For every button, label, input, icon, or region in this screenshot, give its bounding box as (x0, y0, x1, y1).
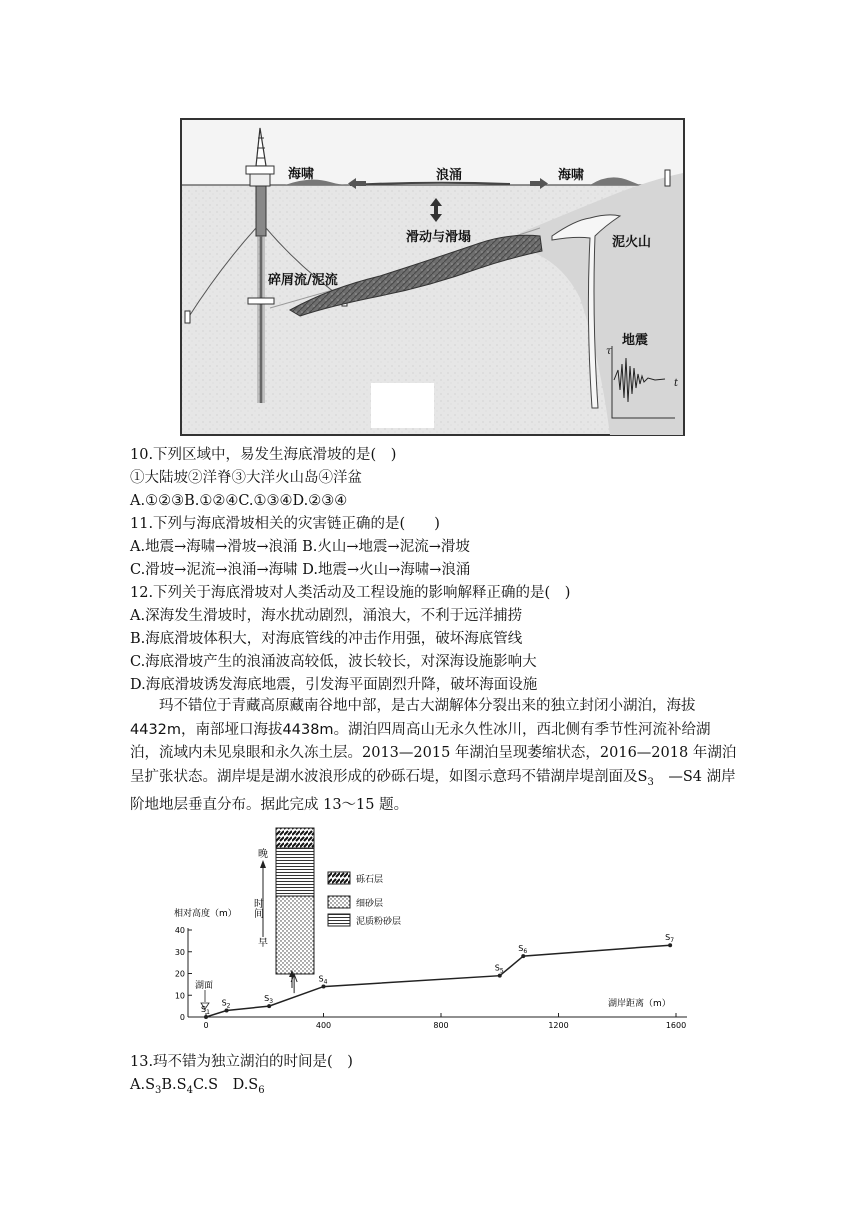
profile-point-label: $S_2$ (221, 998, 231, 1010)
x-tick-label: 0 (203, 1021, 209, 1030)
slide-label: 滑动与滑塌 (406, 230, 472, 245)
lake-shore-profile-chart (172, 824, 692, 1036)
profile-point-label: $S_5$ (494, 963, 504, 975)
passage: 玛不错位于青藏高原藏南谷地中部，是古大湖解体分裂出来的独立封闭小湖泊，海拔4432m，南部垭口海拔4438m。湖泊四周高山无永久性冰川，西北侧有季节性河流补给湖泊，流域内未见泉眼和永久冻土层。2013—2015 年湖泊呈现萎缩状态，2016—2018 年湖泊呈扩张状态。湖岸堤是湖水波浪形成的砂砾石堤，如图示意玛不错湖岸堤剖面及$S_3$ —S4 湖岸阶地地层垂直分布。据此完成 13～15 题。 (130, 698, 737, 813)
q11-options-1: A.地震→海啸→滑坡→浪涌 B.火山→地震→泥流→滑坡 (130, 539, 470, 555)
y-tick-label: 10 (174, 991, 185, 1001)
surge-label: 浪涌 (436, 168, 463, 183)
x-tick-label: 1200 (548, 1021, 569, 1030)
x-tick-label: 400 (315, 1021, 332, 1030)
profile-point-label: $S_3$ (264, 994, 274, 1006)
debris-flow-label: 碎屑流/泥流 (268, 273, 338, 288)
x-tick-label: 1600 (665, 1021, 687, 1030)
q12-option-a: A.深海发生滑坡时，海水扰动剧烈，涌浪大，不利于远洋捕捞 (130, 608, 523, 624)
q12-option-d: D.海底滑坡诱发海底地震，引发海平面剧烈升降，破坏海面设施 (130, 677, 538, 693)
submarine-landslide-diagram (180, 118, 685, 436)
q12-stem: 12.下列关于海底滑坡对人类活动及工程设施的影响解释正确的是( ) (130, 585, 571, 601)
y-tick-label: 40 (174, 926, 185, 935)
q12-option-c: C.海底滑坡产生的浪涌波高较低，波长较长，对深海设施影响大 (130, 654, 537, 670)
elevation-1: 4432m (130, 721, 182, 738)
y-tick-label: 0 (179, 1013, 185, 1022)
q10-options: A.①②③B.①②④C.①③④D.②③④ (130, 493, 348, 509)
q10-items: ①大陆坡②洋脊③大洋火山岛④洋盆 (130, 470, 362, 486)
column-time-label: 时间 (251, 898, 263, 918)
q13-stem: 13.玛不错为独立湖泊的时间是( ) (130, 1054, 353, 1070)
profile-point-label: $S_7$ (665, 933, 675, 945)
legend-fine-sand: 细砂层 (356, 899, 384, 909)
y-tick-label: 20 (174, 969, 185, 979)
legend-silt: 泥质粉砂层 (356, 917, 402, 927)
stratigraphic-column (260, 828, 314, 988)
seismo-t-label: t (674, 378, 679, 389)
lake-surface-label: 湖面 (195, 981, 214, 991)
profile-point-label: $S_1$ (201, 1005, 210, 1016)
seismo-tau-label: τ (606, 346, 612, 357)
legend-gravel: 砾石层 (356, 875, 384, 885)
tsunami-left-label: 海啸 (288, 167, 315, 182)
q12-option-b: B.海底滑坡体积大，对海底管线的冲击作用强，破坏海底管线 (130, 631, 523, 647)
column-late-label: 晚 (258, 849, 268, 860)
q10-stem: 10.下列区域中，易发生海底滑坡的是( ) (130, 447, 397, 463)
profile-point-label: $S_6$ (518, 944, 528, 956)
x-tick-label: 800 (433, 1021, 449, 1030)
q11-stem: 11.下列与海底滑坡相关的灾害链正确的是( ) (130, 516, 440, 532)
earthquake-label: 地震 (622, 333, 649, 348)
y-axis-label: 相对高度（m） (174, 909, 237, 919)
column-early-label: 早 (258, 938, 268, 949)
x-axis-label: 湖岸距离（m） (608, 999, 671, 1009)
elevation-2: 4438m (282, 721, 334, 738)
y-tick-label: 30 (174, 947, 185, 957)
legend (328, 872, 350, 926)
q11-options-2: C.滑坡→泥流→浪涌→海啸 D.地震→火山→海啸→浪涌 (130, 562, 471, 578)
mud-volcano-label: 泥火山 (612, 235, 652, 250)
profile-point-label: $S_4$ (318, 974, 328, 986)
tsunami-right-label: 海啸 (558, 168, 585, 183)
q13-options: $A.S_3B.S_4C.S$ $D.S_6$ (130, 1077, 265, 1096)
